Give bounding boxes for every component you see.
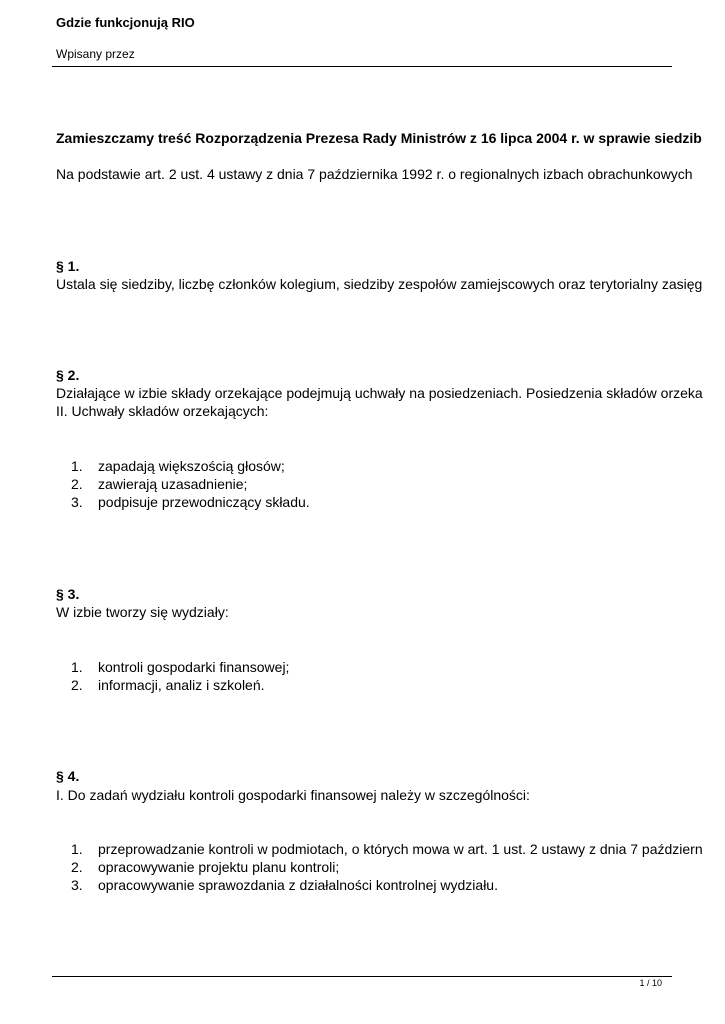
section-4-heading: § 4. [56, 768, 80, 784]
list-item-text: informacji, analiz i szkoleń. [98, 677, 265, 693]
list-item-number: 2. [71, 859, 83, 875]
list-item-text: kontroli gospodarki finansowej; [98, 659, 290, 675]
section-1-text: Ustala się siedziby, liczbę członków kolegium, siedziby zespołów zamiejscowych oraz terytorialny zasięg [56, 276, 703, 292]
list-item-text: podpisuje przewodniczący składu. [98, 494, 310, 510]
list-item-text: przeprowadzanie kontroli w podmiotach, o których mowa w art. 1 ust. 2 ustawy z dnia 7 październ [98, 841, 703, 857]
list-item-number: 2. [71, 677, 83, 693]
section-2-line-1: Działające w izbie składy orzekające podejmują uchwały na posiedzeniach. Posiedzenia składów orzeka [56, 385, 703, 401]
intro-lead: Zamieszczamy treść Rozporządzenia Prezesa Rady Ministrów z 16 lipca 2004 r. w sprawie siedzib [56, 130, 702, 146]
list-item-number: 1. [71, 458, 83, 474]
section-4-line-1: I. Do zadań wydziału kontroli gospodarki finansowej należy w szczególności: [56, 787, 530, 803]
list-item-number: 1. [71, 659, 83, 675]
header-divider [52, 66, 672, 67]
list-item-text: opracowywanie sprawozdania z działalności kontrolnej wydziału. [98, 877, 498, 893]
list-item-number: 3. [71, 877, 83, 893]
document-title: Gdzie funkcjonują RIO [56, 15, 195, 30]
section-1-heading: § 1. [56, 258, 80, 274]
list-item-number: 2. [71, 476, 83, 492]
section-3-line-1: W izbie tworzy się wydziały: [56, 604, 229, 620]
footer-divider [52, 976, 672, 977]
section-3-heading: § 3. [56, 586, 80, 602]
section-2-heading: § 2. [56, 367, 80, 383]
list-item-number: 1. [71, 841, 83, 857]
list-item-text: zapadają większością głosów; [98, 458, 285, 474]
intro-basis: Na podstawie art. 2 ust. 4 ustawy z dnia 7 października 1992 r. o regionalnych izbach obrachunkowych [56, 166, 693, 182]
list-item-text: opracowywanie projektu planu kontroli; [98, 859, 340, 875]
section-2-line-2: II. Uchwały składów orzekających: [56, 403, 269, 419]
page-number: 1 / 10 [639, 978, 662, 988]
list-item-number: 3. [71, 494, 83, 510]
author-line: Wpisany przez [56, 47, 135, 61]
list-item-text: zawierają uzasadnienie; [98, 476, 248, 492]
